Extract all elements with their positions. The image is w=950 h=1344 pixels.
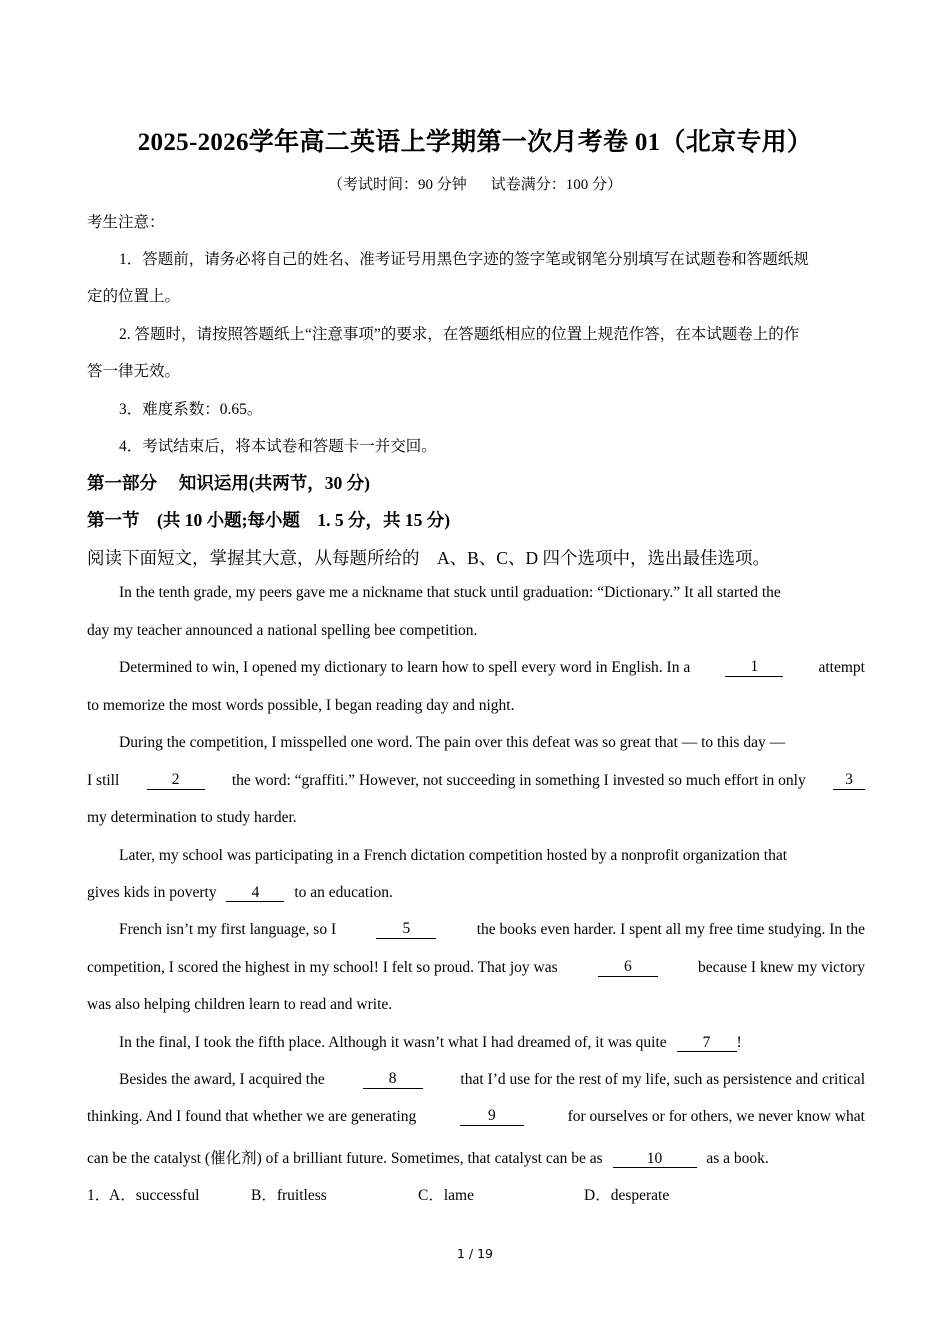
- option-c[interactable]: C．lame: [418, 1187, 474, 1204]
- passage-text: In the final, I took the fifth place. Although it wasn’t what I had dreamed of, it was quite: [119, 1034, 667, 1051]
- passage-text: I still: [87, 772, 120, 789]
- passage-p1-line2: day my teacher announced a national spelling bee competition.: [87, 622, 478, 639]
- passage-p5-line3: was also helping children learn to read and write.: [87, 996, 393, 1013]
- instruction: 阅读下面短文，掌握其大意，从每题所给的 A、B、C、D 四个选项中，选出最佳选项。: [87, 548, 770, 568]
- part-heading: 第一部分 知识运用(共两节，30 分): [87, 473, 370, 493]
- exam-info: [0, 173, 950, 194]
- exam-time: （考试时间：90 分钟: [327, 177, 467, 193]
- passage-p7-line3: [87, 1146, 769, 1168]
- passage-text: can be the catalyst (催化剂) of a brilliant future. Sometimes, that catalyst can be as: [87, 1150, 603, 1167]
- passage-p1-line1: In the tenth grade, my peers gave me a nickname that stuck until graduation: “Dictionary.” It all started the: [119, 584, 781, 601]
- page-number: 1 / 19: [456, 1246, 494, 1261]
- passage-p4-line1: Later, my school was participating in a French dictation competition hosted by a nonprofit organization that: [119, 847, 788, 864]
- notice-item-2-cont: 答一律无效。: [87, 363, 181, 380]
- blank-2: 2: [147, 772, 205, 790]
- blank-6: 6: [598, 959, 658, 977]
- blank-4: 4: [226, 885, 284, 902]
- exam-score: 试卷满分：100 分）: [490, 177, 623, 193]
- blank-8: 8: [363, 1071, 423, 1089]
- notice-item-3: 3．难度系数：0.65。: [119, 401, 263, 418]
- passage-text: competition, I scored the highest in my school! I felt so proud. That joy was: [87, 959, 558, 976]
- passage-p2-line1: [119, 659, 865, 677]
- blank-3: 3: [833, 772, 865, 790]
- passage-p3-line1: During the competition, I misspelled one word. The pain over this defeat was so great that — to this day —: [119, 734, 786, 751]
- passage-text: attempt: [818, 659, 865, 676]
- passage-p7-line1: [119, 1071, 865, 1089]
- option-d[interactable]: D．desperate: [584, 1187, 670, 1204]
- question-number: 1．: [87, 1187, 111, 1204]
- passage-text: Determined to win, I opened my dictionary to learn how to spell every word in English. In a: [119, 659, 691, 676]
- passage-p5-line2: [87, 959, 865, 977]
- passage-p3-line2: [87, 772, 865, 790]
- passage-p2-line2: to memorize the most words possible, I began reading day and night.: [87, 697, 515, 714]
- passage-text: French isn’t my first language, so I: [119, 921, 337, 938]
- passage-p7-line2: [87, 1108, 865, 1126]
- passage-text: because I knew my victory: [698, 959, 865, 976]
- blank-1: 1: [725, 659, 783, 677]
- notice-item-1-cont: 定的位置上。: [87, 288, 181, 305]
- notice-item-2: 2. 答题时，请按照答题纸上“注意事项”的要求，在答题纸相应的位置上规范作答，在本试题卷上的作: [119, 326, 800, 343]
- passage-text: the word: “graffiti.” However, not succeeding in something I invested so much effort in only: [231, 772, 806, 789]
- passage-text: the books even harder. I spent all my free time studying. In the: [476, 921, 865, 938]
- passage-text: Besides the award, I acquired the: [119, 1071, 325, 1088]
- blank-7: 7: [677, 1035, 737, 1052]
- notice-item-1: 1．答题前，请务必将自己的姓名、准考证号用黑色字迹的签字笔或钢笔分别填写在试题卷和答题纸规: [119, 251, 809, 268]
- section-heading: 第一节 (共 10 小题;每小题 1. 5 分，共 15 分): [87, 510, 451, 530]
- blank-10: 10: [613, 1151, 697, 1168]
- passage-text: !: [736, 1034, 742, 1051]
- blank-9: 9: [460, 1108, 524, 1126]
- passage-p5-line1: [119, 921, 865, 939]
- passage-text: to an education.: [294, 884, 393, 901]
- option-b[interactable]: B．fruitless: [251, 1187, 327, 1204]
- passage-p6: [119, 1034, 742, 1052]
- blank-5: 5: [376, 921, 436, 939]
- passage-p3-line3: my determination to study harder.: [87, 809, 297, 826]
- passage-text: gives kids in poverty: [87, 884, 217, 901]
- notice-heading: 考生注意：: [87, 214, 165, 231]
- page-title: 2025-2026学年高二英语上学期第一次月考卷 01（北京专用）: [137, 129, 813, 156]
- passage-text: for ourselves or for others, we never know what: [567, 1108, 865, 1125]
- notice-item-4: 4．考试结束后，将本试卷和答题卡一并交回。: [119, 438, 437, 455]
- passage-text: that I’d use for the rest of my life, such as persistence and critical: [460, 1071, 865, 1088]
- option-a[interactable]: A．successful: [109, 1187, 200, 1204]
- passage-text: as a book.: [706, 1150, 769, 1167]
- passage-p4-line2: [87, 884, 393, 902]
- passage-text: thinking. And I found that whether we are generating: [87, 1108, 417, 1125]
